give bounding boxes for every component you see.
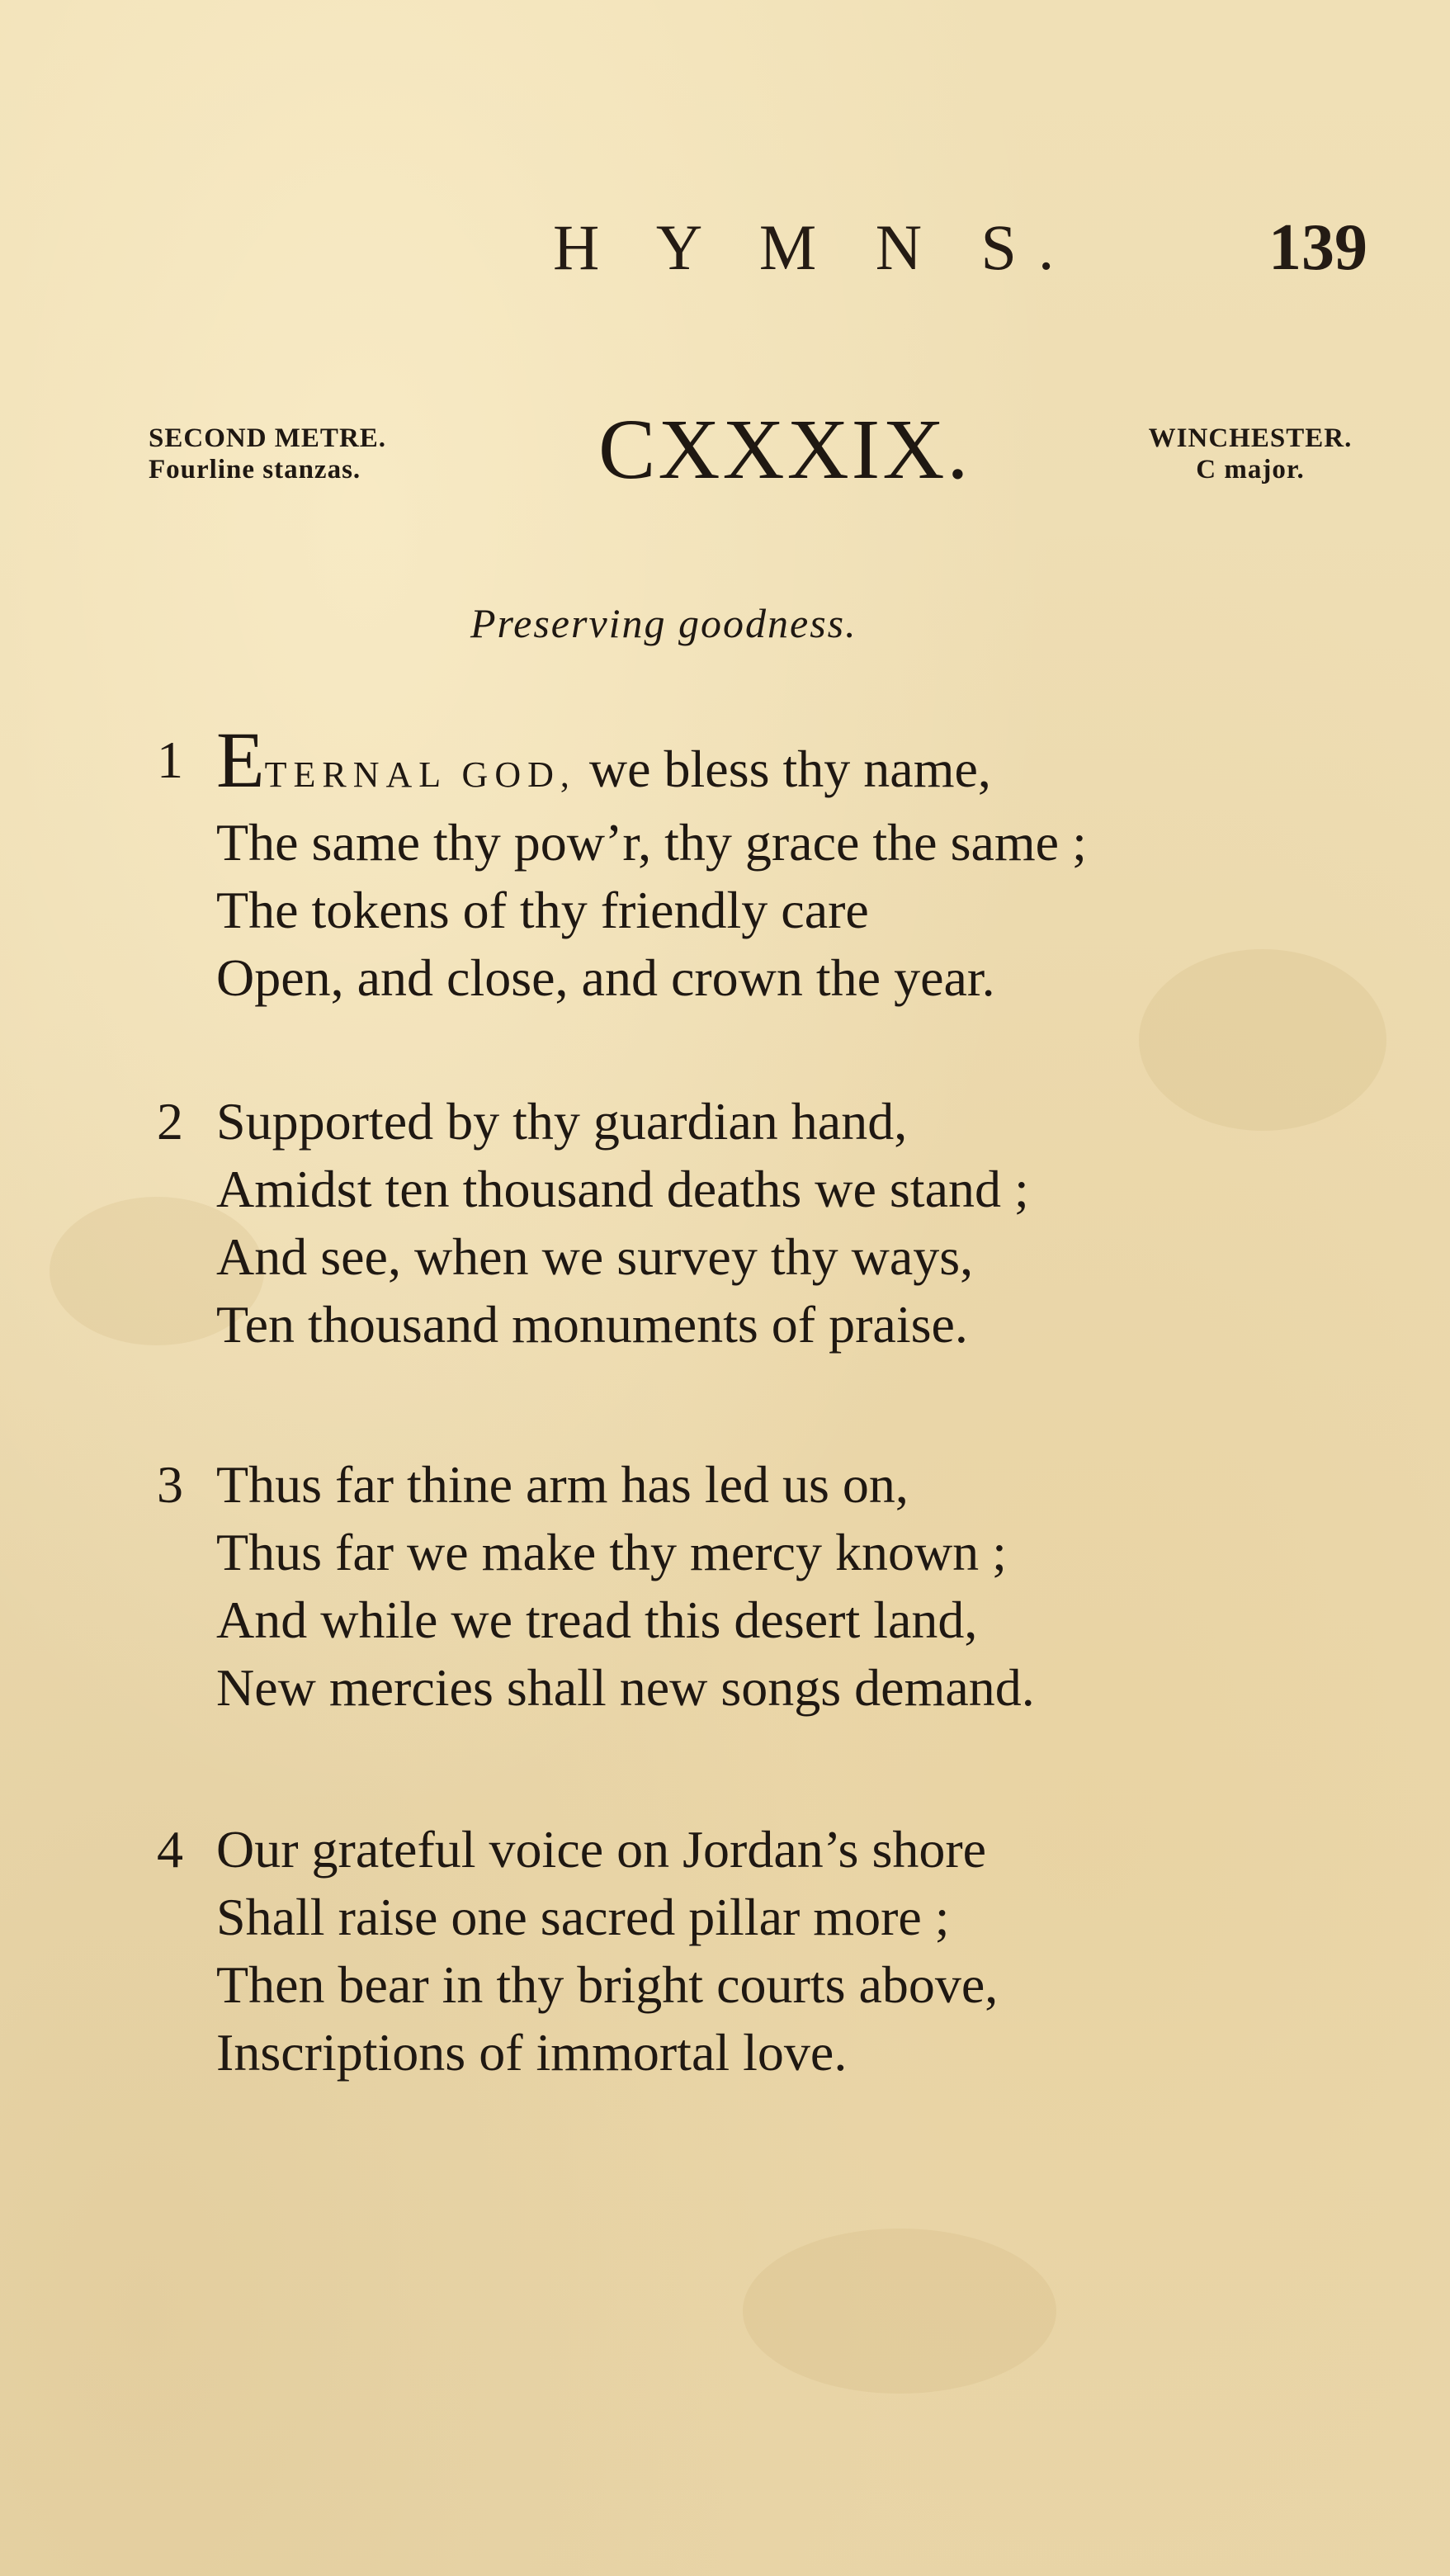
smallcaps-opening: TERNAL GOD, <box>264 754 576 795</box>
stanza-form: Fourline stanzas. <box>149 455 361 484</box>
stanza-number: 2 <box>157 1092 183 1151</box>
hymn-number: CXXXIX. <box>598 402 971 497</box>
metre-name: SECOND METRE. <box>149 423 387 453</box>
verse-line: New mercies shall new songs demand. <box>216 1658 1035 1717</box>
verse-line: And while we tread this desert land, <box>216 1591 978 1649</box>
verse-line: Then bear in thy bright courts above, <box>216 1955 999 2014</box>
hymn-header <box>0 404 1450 512</box>
drop-initial: E <box>216 716 265 804</box>
verse-line: The tokens of thy friendly care <box>216 881 869 939</box>
verse-line: The same thy pow’r, thy grace the same ; <box>216 813 1087 872</box>
stanza-lines <box>216 1088 1029 1359</box>
verse-line: Thus far thine arm has led us on, <box>216 1455 909 1514</box>
stanza-number: 4 <box>157 1820 183 1879</box>
hymn-subject: Preserving goodness. <box>470 600 857 646</box>
metre-info <box>149 423 386 485</box>
paper-stain <box>743 2229 1056 2394</box>
running-head <box>0 210 1450 285</box>
verse-line: Inscriptions of immortal love. <box>216 2023 848 2082</box>
first-line-rest: we bless thy name, <box>575 740 991 798</box>
stanza-lines <box>216 716 1087 1012</box>
stanza-lines <box>216 1816 998 2087</box>
paper-stain <box>1139 949 1386 1131</box>
verse-line: Open, and close, and crown the year. <box>216 948 995 1007</box>
tune-key: C major. <box>1196 455 1305 484</box>
verse-line <box>216 716 1087 809</box>
stanza-number: 3 <box>157 1455 183 1514</box>
verse-line: Amidst ten thousand deaths we stand ; <box>216 1160 1029 1218</box>
running-title: H Y M N S. <box>553 211 1076 283</box>
tune-info <box>1114 423 1386 485</box>
tune-name: WINCHESTER. <box>1148 423 1353 453</box>
verse-line: Thus far we make thy mercy known ; <box>216 1523 1007 1581</box>
verse-line: Supported by thy guardian hand, <box>216 1092 908 1151</box>
verse-line: And see, when we survey thy ways, <box>216 1227 974 1286</box>
page-number: 139 <box>1268 211 1367 284</box>
verse-line: Ten thousand monuments of praise. <box>216 1295 968 1354</box>
verse-line: Our grateful voice on Jordan’s shore <box>216 1820 987 1879</box>
stanza-number: 1 <box>157 730 183 789</box>
verse-line: Shall raise one sacred pillar more ; <box>216 1888 950 1946</box>
stanza-lines <box>216 1451 1035 1722</box>
